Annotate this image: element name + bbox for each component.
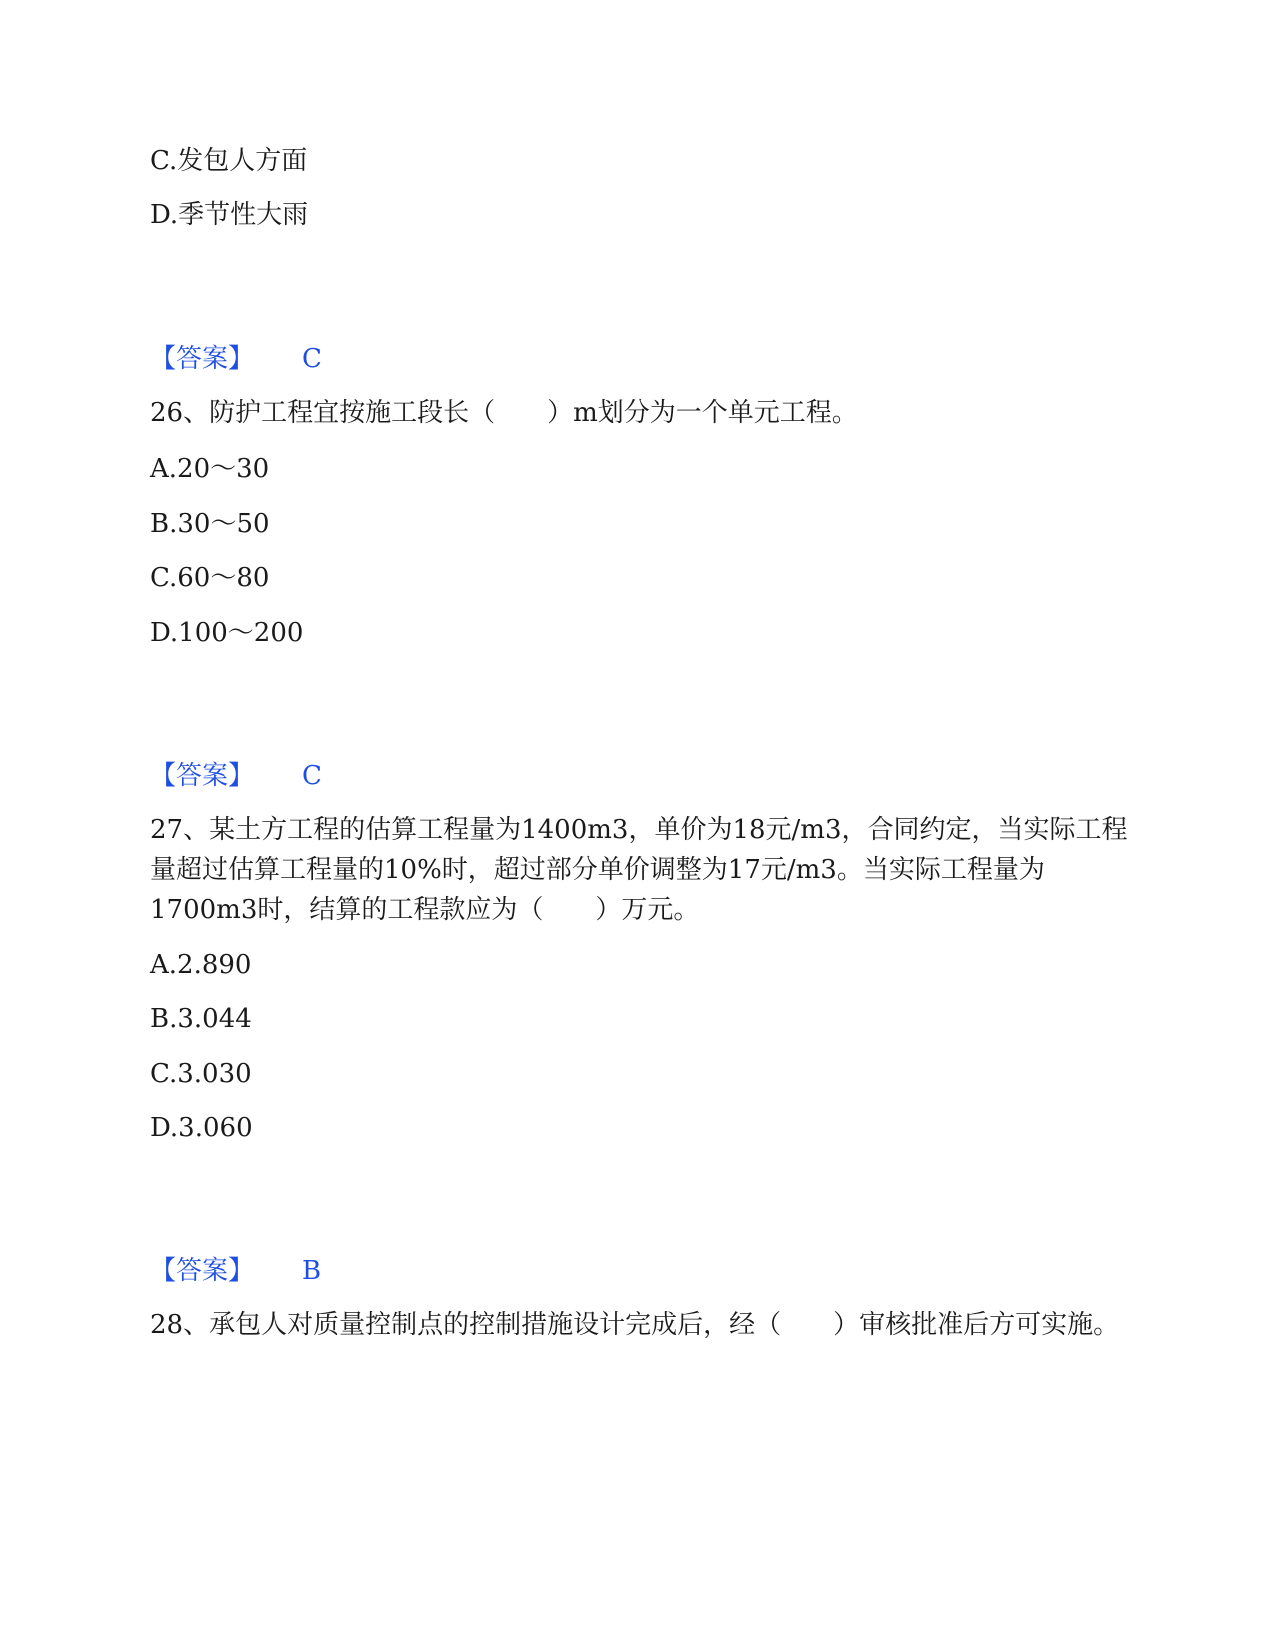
q27-option-a: A.2.890 — [150, 950, 252, 980]
q27-question: 27、某土方工程的估算工程量为1400m3，单价为18元/m3，合同约定，当实际工程量超过估算工程量的10%时，超过部分单价调整为17元/m3。当实际工程量为1700m3时，结算的工程款应为（ ）万元。 — [150, 815, 1128, 925]
answer-label: 【答案】 — [150, 761, 255, 791]
q25-answer — [150, 344, 322, 374]
answer-label: 【答案】 — [150, 1256, 255, 1286]
q26-option-a: A.20～30 — [150, 454, 270, 484]
answer-value: C — [302, 761, 322, 791]
q26-answer — [150, 761, 322, 791]
answer-value: C — [302, 344, 322, 374]
q26-option-d: D.100～200 — [150, 618, 304, 648]
q25-option-c: C.发包人方面 — [150, 146, 308, 176]
q26-question: 26、防护工程宜按施工段长（ ）m划分为一个单元工程。 — [150, 398, 858, 428]
q27-option-d: D.3.060 — [150, 1113, 253, 1143]
q27-option-c: C.3.030 — [150, 1059, 252, 1089]
q28-question: 28、承包人对质量控制点的控制措施设计完成后，经（ ）审核批准后方可实施。 — [150, 1310, 1120, 1340]
answer-value: B — [302, 1256, 322, 1286]
q26-option-c: C.60～80 — [150, 563, 270, 593]
answer-label: 【答案】 — [150, 344, 255, 374]
q25-option-d: D.季节性大雨 — [150, 200, 309, 230]
q27-answer — [150, 1256, 321, 1286]
q26-option-b: B.30～50 — [150, 509, 270, 539]
q27-option-b: B.3.044 — [150, 1004, 252, 1034]
